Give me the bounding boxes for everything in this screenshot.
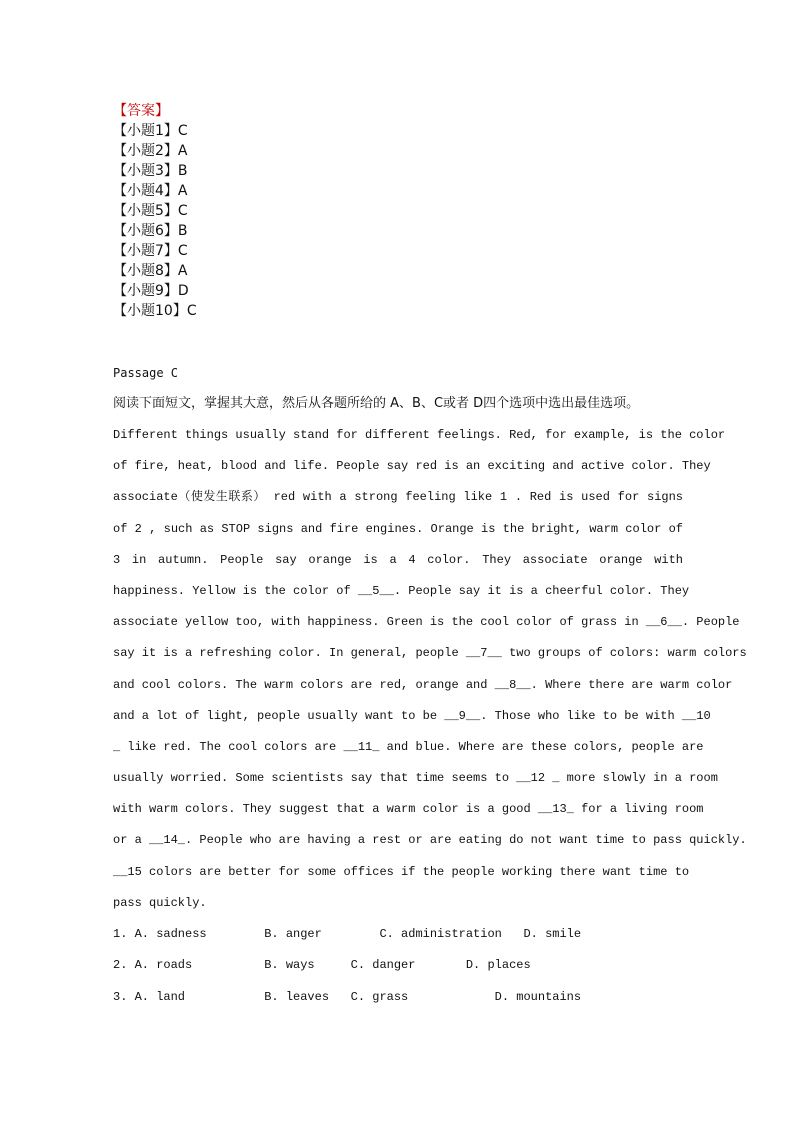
passage-line: say it is a refreshing color. In general, people __7__ two groups of colors: warm colors [113,646,747,661]
answer-header: 【答案】 [113,103,169,119]
question-options: 3. A. land B. leaves C. grass D. mountains [113,989,582,1004]
passage-line: of fire, heat, blood and life. People say red is an exciting and active color. They [113,459,711,474]
answer-item: 【小题3】B [113,163,188,179]
passage-line: __15 colors are better for some offices if the people working there want time to [113,864,690,879]
passage-body [113,427,747,926]
answer-item: 【小题10】C [113,303,197,319]
passage-line: of 2 , such as STOP signs and fire engines. Orange is the bright, warm color of [113,521,683,536]
answer-item: 【小题6】B [113,223,188,239]
passage-line: or a __14_. People who are having a rest or are eating do not want time to pass quickly. [113,833,747,848]
passage-line: _ like red. The cool colors are __11_ and blue. Where are these colors, people are [113,739,704,754]
passage-line: and a lot of light, people usually want to be __9__. Those who like to be with __10 [113,708,711,723]
answer-item: 【小题4】A [113,183,188,199]
answer-item: 【小题9】D [113,283,189,299]
passage-line: pass quickly. [113,895,207,910]
question-options: 2. A. roads B. ways C. danger D. places [113,958,531,973]
passage-line: associate（使发生联系） red with a strong feeling like 1 . Red is used for signs [113,490,683,505]
answer-item: 【小题2】A [113,143,188,159]
question-list [113,926,581,1020]
passage-line: and cool colors. The warm colors are red, orange and __8__. Where there are warm color [113,677,733,692]
answer-section [113,101,197,321]
answer-item: 【小题5】C [113,203,188,219]
answer-item: 【小题7】C [113,243,188,259]
passage-line: associate yellow too, with happiness. Green is the cool color of grass in __6__. People [113,615,740,630]
answer-item: 【小题8】A [113,263,188,279]
passage-line: Different things usually stand for different feelings. Red, for example, is the color [113,428,726,442]
passage-line: happiness. Yellow is the color of __5__. People say it is a cheerful color. They [113,583,690,598]
answer-item: 【小题1】C [113,123,188,139]
passage-label: Passage C [113,366,179,380]
passage-line: with warm colors. They suggest that a warm color is a good __13_ for a living room [113,802,704,817]
question-options: 1. A. sadness B. anger C. administration D. smile [113,927,582,941]
passage-line: 3 in autumn. People say orange is a 4 color. They associate orange with [113,552,683,567]
passage-instruction: 阅读下面短文，掌握其大意，然后从各题所给的 A、B、C或者 D四个选项中选出最佳选项。 [113,396,640,411]
passage-line: usually worried. Some scientists say that time seems to __12 _ more slowly in a room [113,771,718,786]
